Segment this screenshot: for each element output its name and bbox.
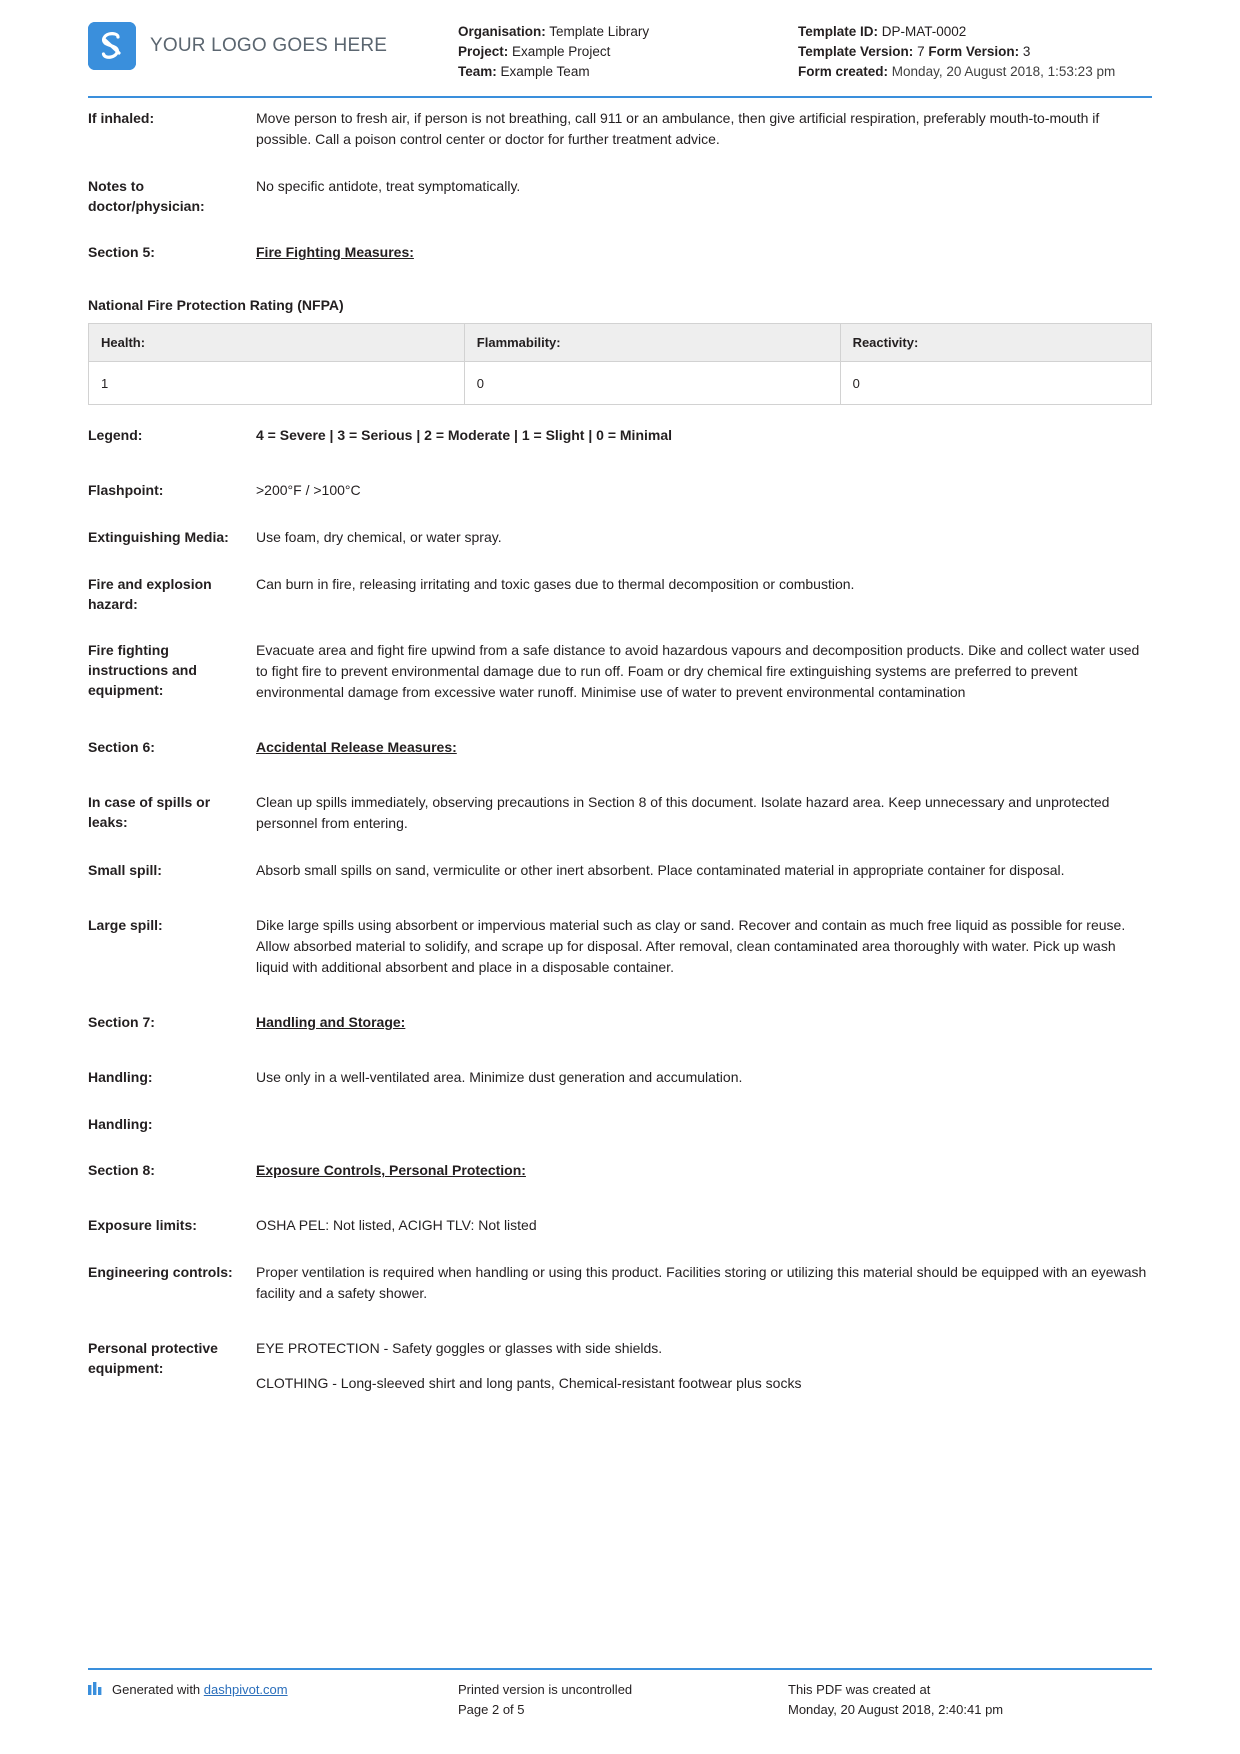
section-heading: Fire Fighting Measures:	[256, 244, 414, 260]
row-label: Fire and explosion hazard:	[88, 576, 212, 612]
row-value: Absorb small spills on sand, vermiculite or other inert absorbent. Place contaminated material in appropriate container for disposal.	[256, 862, 1065, 878]
row-section-7	[88, 1012, 1152, 1033]
row-label: Personal protective equipment:	[88, 1340, 218, 1376]
row-spills-or-leaks	[88, 792, 1152, 834]
row-label: Legend:	[88, 427, 143, 443]
row-if-inhaled	[88, 108, 1152, 150]
section-heading: Handling and Storage:	[256, 1014, 406, 1030]
logo-text: YOUR LOGO GOES HERE	[150, 35, 388, 56]
row-exposure-limits	[88, 1215, 1152, 1236]
table-header-row	[89, 324, 1152, 362]
row-fire-explosion-hazard	[88, 574, 1152, 614]
footer-created-info	[788, 1680, 1152, 1720]
cell-reactivity: 0	[840, 362, 1151, 405]
row-label: Engineering controls:	[88, 1264, 233, 1280]
row-label: Handling:	[88, 1069, 153, 1085]
meta-team-label: Team:	[458, 64, 497, 79]
row-label: Small spill:	[88, 862, 162, 878]
row-value: Use foam, dry chemical, or water spray.	[256, 529, 502, 545]
meta-project	[458, 42, 798, 62]
section-heading: Exposure Controls, Personal Protection:	[256, 1162, 526, 1178]
row-label: Section 8:	[88, 1162, 155, 1178]
row-value: 4 = Severe | 3 = Serious | 2 = Moderate | 1 = Slight | 0 = Minimal	[256, 427, 673, 443]
section-heading: Accidental Release Measures:	[256, 739, 457, 755]
meta-template-version-label: Template Version:	[798, 44, 914, 59]
logo-block	[88, 22, 458, 70]
footer-generated	[88, 1680, 458, 1720]
row-flashpoint	[88, 480, 1152, 501]
row-label: Section 5:	[88, 244, 155, 260]
footer-print-info	[458, 1680, 788, 1720]
footer-created-label: This PDF was created at	[788, 1682, 931, 1697]
row-value: >200°F / >100°C	[256, 482, 361, 498]
row-section-5	[88, 242, 1152, 263]
meta-organisation	[458, 22, 798, 42]
meta-form-version-value: 3	[1022, 44, 1031, 59]
meta-form-created	[798, 62, 1128, 82]
meta-organisation-label: Organisation:	[458, 24, 546, 39]
footer-divider	[88, 1668, 1152, 1670]
row-legend	[88, 425, 1152, 446]
row-value: Can burn in fire, releasing irritating and toxic gases due to thermal decomposition or combustion.	[256, 576, 855, 592]
row-engineering-controls	[88, 1262, 1152, 1304]
meta-team-value: Example Team	[500, 64, 590, 79]
row-label: Fire fighting instructions and equipment:	[88, 642, 197, 698]
cell-health: 1	[89, 362, 465, 405]
row-label: In case of spills or leaks:	[88, 794, 211, 830]
row-label: Section 7:	[88, 1014, 155, 1030]
row-label: Handling:	[88, 1116, 153, 1132]
col-header-reactivity: Reactivity:	[840, 324, 1151, 362]
footer-generated-prefix: Generated with	[112, 1682, 204, 1697]
footer-page-number: Page 2 of 5	[458, 1702, 525, 1717]
row-value: Clean up spills immediately, observing precautions in Section 8 of this document. Isolate hazard area. Keep unnecessary and unprotected personnel from entering.	[256, 794, 1110, 831]
row-value: No specific antidote, treat symptomatically.	[256, 178, 521, 194]
row-value: Proper ventilation is required when handling or using this product. Facilities storing or utilizing this material should be equipped with an eyewash facility and a safety shower.	[256, 1264, 1147, 1301]
dashpivot-link[interactable]: dashpivot.com	[203, 1682, 288, 1697]
row-small-spill	[88, 860, 1152, 881]
row-label: If inhaled:	[88, 110, 155, 126]
document-body	[88, 98, 1152, 1394]
row-value-group	[256, 1338, 1152, 1394]
cell-flammability: 0	[464, 362, 840, 405]
document-header	[88, 0, 1152, 96]
meta-project-label: Project:	[458, 44, 509, 59]
dashpivot-bars-icon	[88, 1682, 104, 1702]
col-header-health: Health:	[89, 324, 465, 362]
row-fire-fighting-instructions	[88, 640, 1152, 703]
row-section-8	[88, 1160, 1152, 1181]
row-value: OSHA PEL: Not listed, ACIGH TLV: Not listed	[256, 1217, 537, 1233]
col-header-flammability: Flammability:	[464, 324, 840, 362]
footer-created-timestamp: Monday, 20 August 2018, 2:40:41 pm	[788, 1702, 1004, 1717]
nfpa-table	[88, 323, 1152, 405]
header-meta-left	[458, 22, 798, 82]
row-label: Flashpoint:	[88, 482, 164, 498]
header-meta-right	[798, 22, 1152, 82]
footer-uncontrolled-text: Printed version is uncontrolled	[458, 1682, 633, 1697]
row-value: Evacuate area and fight fire upwind from a safe distance to avoid hazardous vapours and decomposition products. Dike and collect water used to fight fire to prevent environmental damage due to run off. Foam or dry chemical fire extinguishing systems are preferred to prevent environmental damage from excessive water runoff. Minimise use of water to prevent environmental contamination	[256, 642, 1140, 700]
row-value: Use only in a well-ventilated area. Minimize dust generation and accumulation.	[256, 1069, 743, 1085]
ppe-clothing: CLOTHING - Long-sleeved shirt and long pants, Chemical-resistant footwear plus socks	[256, 1375, 802, 1391]
row-personal-protective-equipment	[88, 1338, 1152, 1394]
meta-versions	[798, 42, 1152, 62]
meta-form-created-value: Monday, 20 August 2018, 1:53:23 pm	[891, 64, 1116, 79]
row-label: Notes to doctor/physician:	[88, 178, 205, 214]
meta-form-created-label: Form created:	[798, 64, 889, 79]
document-footer	[88, 1668, 1152, 1720]
row-notes-to-doctor	[88, 176, 1152, 216]
meta-project-value: Example Project	[512, 44, 611, 59]
s-mark-icon	[88, 22, 136, 70]
meta-team	[458, 62, 798, 82]
meta-template-id	[798, 22, 1152, 42]
row-label: Large spill:	[88, 917, 163, 933]
row-extinguishing-media	[88, 527, 1152, 548]
meta-template-id-value: DP-MAT-0002	[881, 24, 967, 39]
row-value: Move person to fresh air, if person is not breathing, call 911 or an ambulance, then give artificial respiration, preferably mouth-to-mouth if possible. Call a poison control center or doctor for further treatment advice.	[256, 110, 1100, 147]
row-label: Section 6:	[88, 739, 155, 755]
meta-form-version-label: Form Version:	[928, 44, 1020, 59]
meta-template-version-value: 7	[917, 44, 925, 59]
meta-template-id-label: Template ID:	[798, 24, 879, 39]
ppe-eye-protection: EYE PROTECTION - Safety goggles or glasses with side shields.	[256, 1340, 663, 1356]
row-handling	[88, 1067, 1152, 1088]
row-section-6	[88, 737, 1152, 758]
row-label: Extinguishing Media:	[88, 529, 229, 545]
row-label: Exposure limits:	[88, 1217, 197, 1233]
row-handling-empty	[88, 1114, 1152, 1134]
table-row	[89, 362, 1152, 405]
row-large-spill	[88, 915, 1152, 978]
meta-organisation-value: Template Library	[549, 24, 650, 39]
row-value: Dike large spills using absorbent or impervious material such as clay or sand. Recover and contain as much free liquid as possible for reuse. Allow absorbed material to solidify, and scrape up for disposal. After removal, clean contaminated area thoroughly with water. Pick up wash liquid with additional absorbent and place in a disposable container.	[256, 917, 1126, 975]
nfpa-table-title: National Fire Protection Rating (NFPA)	[88, 297, 344, 313]
